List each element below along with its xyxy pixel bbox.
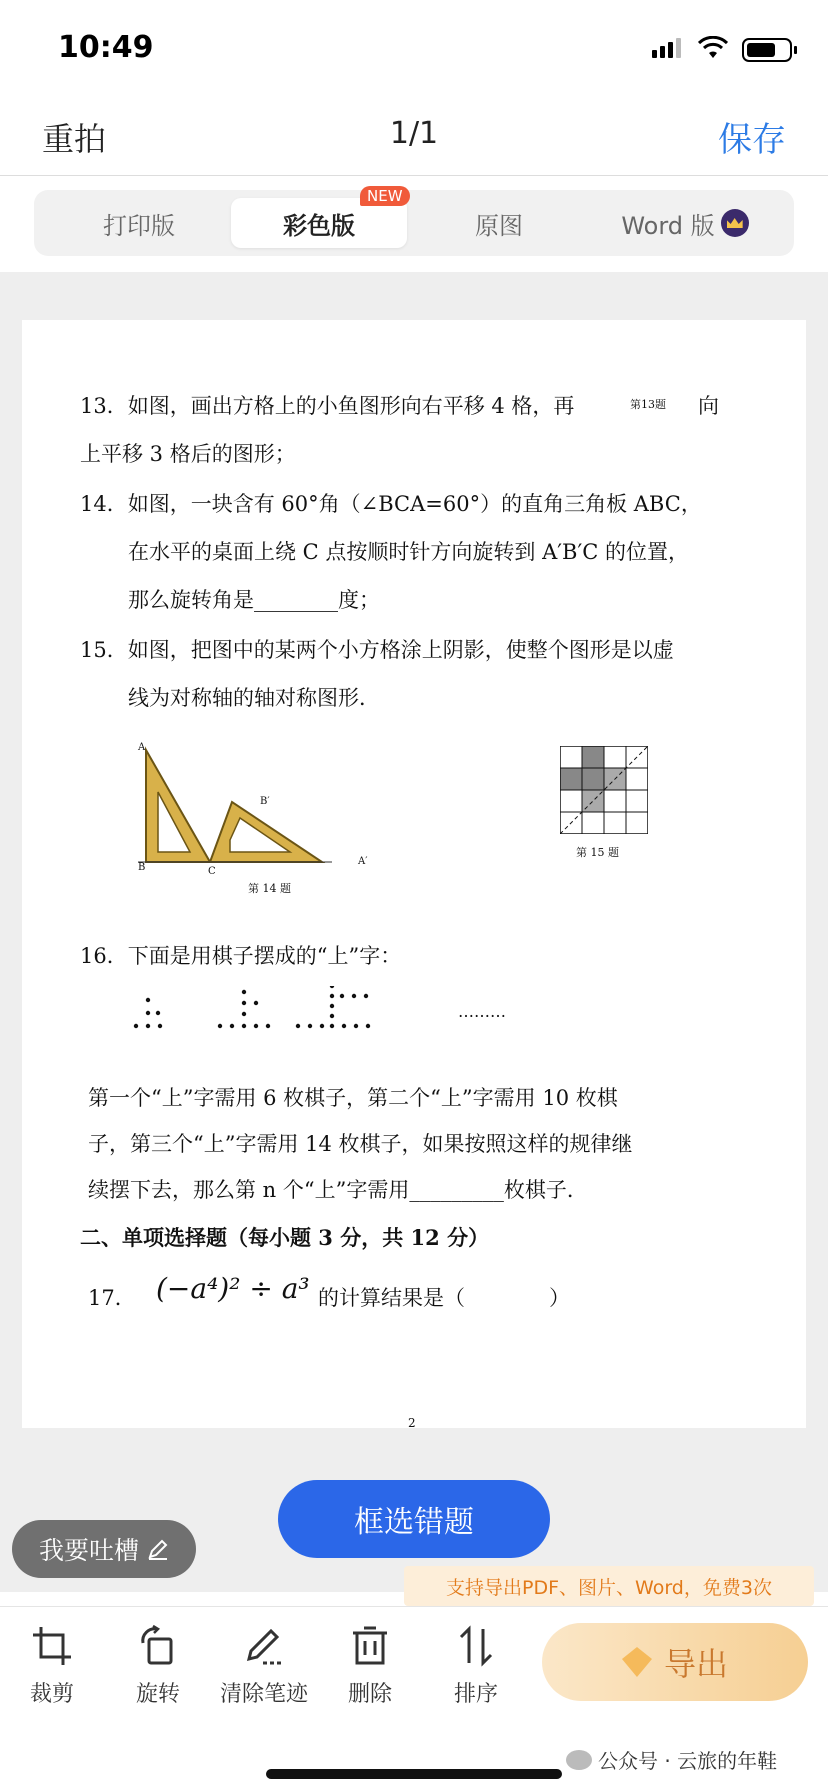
battery-icon (742, 38, 792, 62)
figure-14-triangles (132, 740, 352, 890)
new-badge: NEW (360, 186, 410, 206)
nav-bar (0, 100, 828, 176)
sort-button[interactable] (416, 1623, 536, 1708)
wifi-icon (698, 36, 728, 60)
q13-ref: 第13题 (630, 398, 666, 411)
export-button[interactable] (542, 1623, 808, 1701)
feedback-label: 我要吐槽 (38, 1536, 139, 1565)
export-tip: 支持导出PDF、图片、Word，免费3次 (404, 1566, 814, 1606)
fig15-caption: 第 15 题 (576, 846, 619, 859)
bottom-toolbar (0, 1606, 828, 1792)
q14-line3: 那么旋转角是________度； (128, 588, 380, 612)
q14-line2: 在水平的桌面上绕 C 点按顺时针方向旋转到 A′B′C 的位置， (128, 540, 689, 564)
figure-16-dots (122, 986, 462, 1046)
tab-print[interactable]: 打印版 (103, 211, 175, 240)
retake-button[interactable]: 重拍 (42, 120, 107, 158)
q16-line2: 第一个“上”字需用 6 枚棋子，第二个“上”字需用 10 枚棋 (88, 1086, 618, 1110)
delete-label: 删除 (347, 1682, 392, 1707)
q14-line1: 14．如图，一块含有 60°角（∠BCA=60°）的直角三角板 ABC， (80, 492, 702, 516)
fig14-label-b1: B′ (260, 796, 270, 807)
q13-line1: 13．如图，画出方格上的小鱼图形向右平移 4 格，再 (80, 394, 575, 418)
home-indicator (266, 1769, 562, 1779)
crop-icon (29, 1623, 75, 1669)
fig14-label-b: B (138, 862, 146, 873)
status-bar (0, 0, 828, 100)
clear-strokes-button[interactable] (204, 1623, 324, 1708)
save-button[interactable]: 保存 (718, 120, 786, 160)
cellular-signal-icon (652, 38, 681, 58)
q13-line2: 上平移 3 格后的图形； (80, 442, 296, 466)
tab-original[interactable]: 原图 (475, 211, 523, 240)
watermark (566, 1745, 777, 1774)
tab-word[interactable] (590, 198, 780, 248)
view-mode-tabs (34, 187, 794, 256)
fig14-label-c: C (208, 866, 216, 877)
q17-expression: (−a⁴)² ÷ a³ (156, 1272, 310, 1305)
eraser-pen-icon (241, 1623, 287, 1669)
tab-word-label: Word 版 (621, 211, 715, 240)
feedback-button[interactable] (12, 1520, 196, 1578)
page-number: 2 (408, 1416, 416, 1430)
q15-line1: 15．如图，把图中的某两个小方格涂上阴影，使整个图形是以虚 (80, 638, 674, 662)
diamond-icon (622, 1647, 652, 1677)
fig14-caption: 第 14 题 (248, 882, 291, 895)
delete-button[interactable] (310, 1623, 430, 1708)
fig14-label-a1: A′ (358, 856, 368, 867)
crop-label: 裁剪 (29, 1682, 74, 1707)
crown-icon (721, 209, 749, 237)
select-wrong-questions-button[interactable]: 框选错题 (278, 1480, 550, 1558)
rotate-icon (135, 1623, 181, 1669)
q16-line4: 续摆下去，那么第 n 个“上”字需用_________枚棋子． (88, 1178, 588, 1202)
sort-label: 排序 (453, 1682, 498, 1707)
crop-button[interactable] (0, 1623, 112, 1708)
fig14-label-a: A (138, 742, 146, 753)
sort-icon (453, 1623, 499, 1669)
q17-number: 17． (88, 1286, 136, 1310)
pencil-icon (147, 1538, 169, 1560)
q13-line1b: 向 (698, 394, 719, 418)
document-page[interactable] (22, 320, 806, 1428)
page-counter: 1/1 (389, 116, 439, 151)
rotate-button[interactable] (98, 1623, 218, 1708)
export-label: 导出 (663, 1645, 728, 1683)
figure-15-grid (560, 746, 648, 834)
q17-text: 的计算结果是（ ） (318, 1286, 570, 1310)
q16-line3: 子，第三个“上”字需用 14 枚棋子，如果按照这样的规律继 (88, 1132, 633, 1156)
q16-ellipsis: ……… (458, 1002, 506, 1021)
trash-icon (347, 1623, 393, 1669)
q15-line2: 线为对称轴的轴对称图形． (128, 686, 380, 710)
wechat-icon (566, 1750, 592, 1770)
clear-strokes-label: 清除笔迹 (219, 1682, 308, 1707)
section-2-heading: 二、单项选择题（每小题 3 分，共 12 分） (80, 1225, 490, 1250)
status-time: 10:49 (58, 30, 154, 65)
rotate-label: 旋转 (135, 1682, 180, 1707)
tab-color[interactable]: 彩色版 (231, 198, 407, 248)
q16-line1: 16．下面是用棋子摆成的“上”字： (80, 944, 402, 968)
watermark-text: 公众号 · 云旅的年鞋 (598, 1749, 778, 1773)
